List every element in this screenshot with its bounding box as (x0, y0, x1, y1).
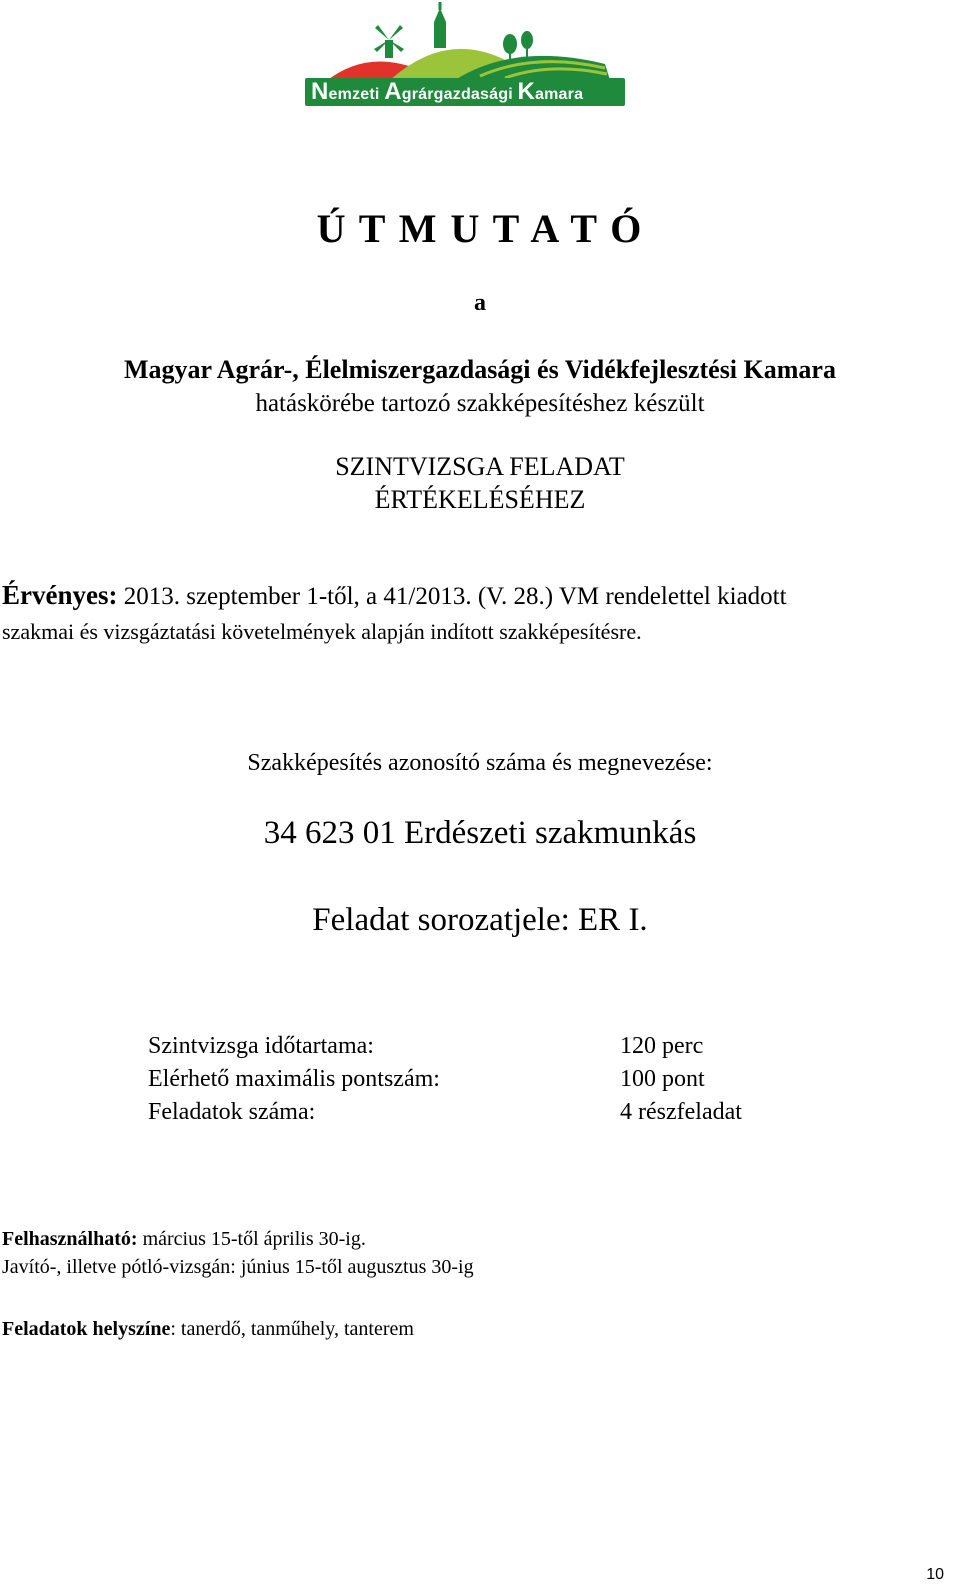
validity-line (2, 580, 787, 611)
qualification-value: 34 623 01 Erdészeti szakmunkás (263, 815, 697, 851)
validity-line-2: szakmai és vizsgáztatási követelmények alapján indított szakképesítésre. (2, 619, 642, 644)
location-label: Feladatok helyszíne (2, 1318, 171, 1340)
task-count-value: 4 részfeladat (620, 1099, 742, 1125)
title-article: a (474, 290, 486, 316)
logo-letter-k: K (517, 78, 536, 105)
duration-value: 120 perc (620, 1033, 704, 1059)
location-text: : tanerdő, tanműhely, tanterem (170, 1318, 414, 1340)
retake-line: Javító-, illetve pótló-vizsgán: június 15-től augusztus 30-ig (2, 1256, 474, 1278)
document-title: Ú T M U T A T Ó (316, 206, 644, 251)
logo-word-grargazdasagi: grárgazdasági (401, 86, 518, 103)
usage-text: március 15-től április 30-ig. (137, 1228, 366, 1250)
validity-label: Érvényes: (2, 580, 118, 610)
qualification-label: Szakképesítés azonosító száma és megnevezése: (247, 750, 713, 776)
max-score-label: Elérhető maximális pontszám: (148, 1066, 440, 1092)
exam-title-line2: ÉRTÉKELÉSÉHEZ (374, 485, 586, 514)
usage-label: Felhasználható: (2, 1228, 138, 1250)
tree-icon (503, 31, 533, 60)
chamber-name: Magyar Agrár-, Élelmiszergazdasági és Vidékfejlesztési Kamara (124, 355, 836, 384)
chamber-subtitle: hatáskörébe tartozó szakképesítéshez készült (255, 390, 705, 417)
logo-letter-a: A (384, 78, 402, 105)
logo-word-emzeti: emzeti (328, 86, 385, 103)
church-icon (434, 2, 446, 48)
task-series: Feladat sorozatjele: ER I. (312, 902, 648, 938)
validity-text: 2013. szeptember 1-től, a 41/2013. (V. 28.) VM rendelettel kiadott (117, 583, 787, 610)
task-count-label: Feladatok száma: (148, 1099, 316, 1125)
usage-line (2, 1228, 366, 1251)
duration-label: Szintvizsga időtartama: (148, 1033, 374, 1059)
logo-word-amara: amara (535, 86, 584, 103)
exam-title-line1: SZINTVIZSGA FELADAT (335, 452, 625, 481)
windmill-icon (374, 25, 404, 58)
page-number: 10 (926, 1566, 944, 1583)
logo-wordmark (305, 78, 625, 106)
location-line (2, 1318, 414, 1341)
logo-letter-n: N (311, 78, 329, 105)
max-score-value: 100 pont (620, 1066, 705, 1092)
